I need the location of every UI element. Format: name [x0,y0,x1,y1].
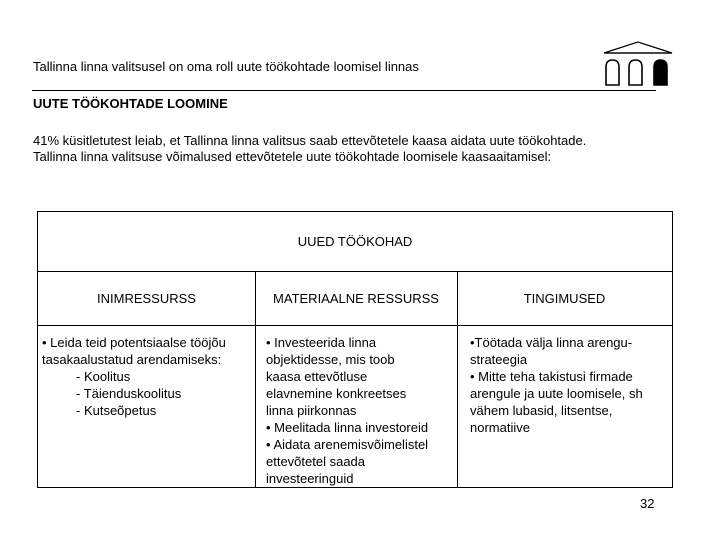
new-jobs-table [37,211,673,488]
list-item: ettevõtetel saada [266,454,366,469]
list-item: - Koolitus [76,369,131,384]
list-item: objektidesse, mis toob [266,352,395,367]
list-item: strateegia [470,352,528,367]
list-item: vähem lubasid, litsentse, [470,403,613,418]
list-item: normatiive [470,420,530,435]
column-header-conditions: TINGIMUSED [523,291,606,306]
table-heading: UUED TÖÖKOHAD [38,212,672,272]
column-body-conditions [457,325,672,487]
intro-line-2: Tallinna linna valitsuse võimalused ettevõtetele uute töökohtade loomisele kaasaaitamisel: [33,149,552,164]
column-body-material-resources [255,325,457,487]
list-item: • Leida teid potentsiaalse tööjõu [42,335,226,350]
list-item: • Mitte teha takistusi firmade [470,369,633,384]
header-divider [32,90,656,91]
list-item: kaasa ettevõtluse [266,369,368,384]
building-logo-icon [601,40,675,88]
list-item: • Aidata arenemisvõimelistel [266,437,429,452]
column-header-human-resources: INIMRESSURSS [97,291,196,306]
list-item: • Investeerida linna [266,335,377,350]
intro-text [33,133,673,165]
section-title: UUTE TÖÖKOHTADE LOOMINE [33,96,228,111]
list-item: arengule ja uute loomisele, sh [470,386,643,401]
header-title: Tallinna linna valitsusel on oma roll uute töökohtade loomisel linnas [33,59,419,74]
page-number: 32 [640,496,655,511]
list-item: elavnemine konkreetses [266,386,407,401]
list-item: tasakaalustatud arendamiseks: [42,352,222,367]
list-item: - Kutseõpetus [76,403,157,418]
column-header-material-resources: MATERIAALNE RESSURSS [273,291,439,306]
column-body-human-resources [38,325,255,487]
list-item: investeeringuid [266,471,354,486]
list-item: - Täienduskoolitus [76,386,182,401]
intro-line-1: 41% küsitletutest leiab, et Tallinna linna valitsus saab ettevõtetele kaasa aidata uute töökohtade. [33,133,587,148]
list-item: • Meelitada linna investoreid [266,420,429,435]
list-item: linna piirkonnas [266,403,357,418]
list-item: •Töötada välja linna arengu- [470,335,633,350]
